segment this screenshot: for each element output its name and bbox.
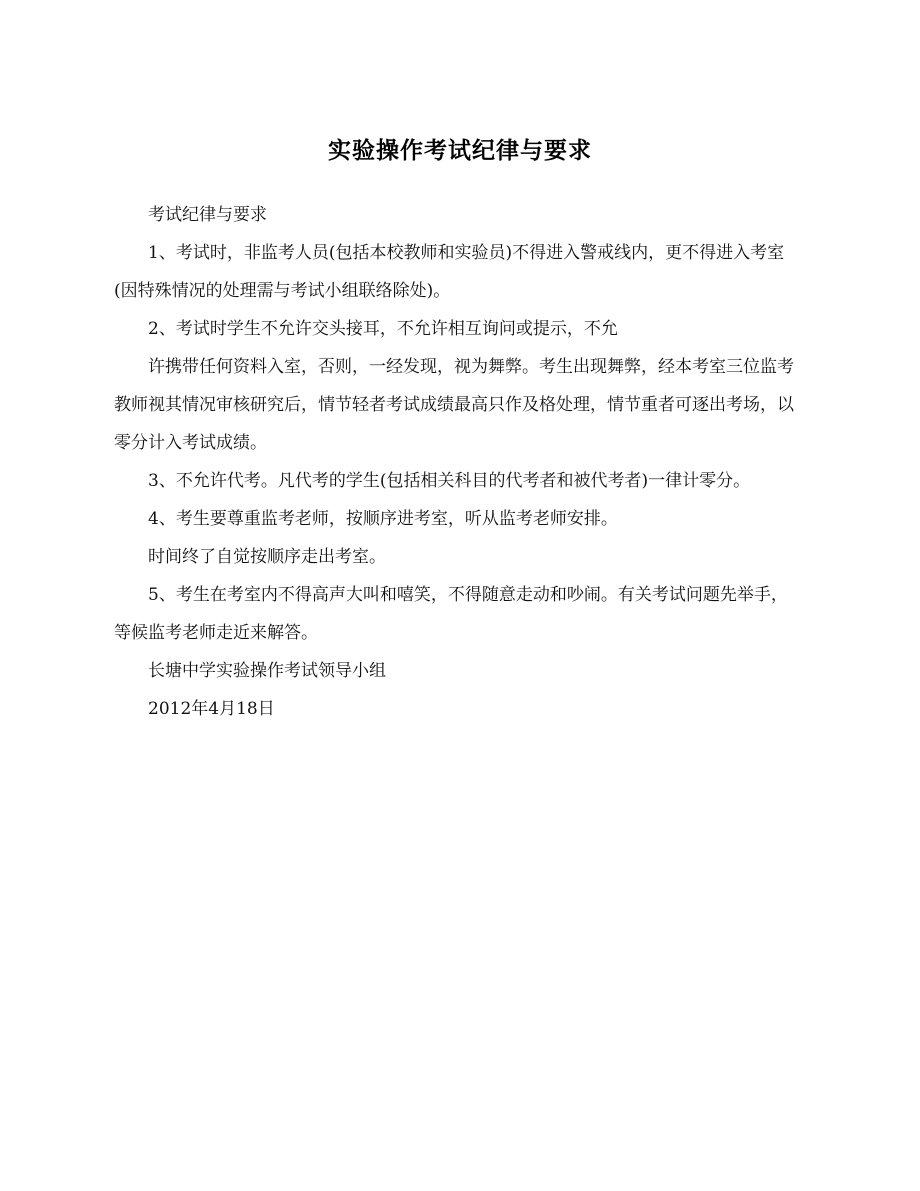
section-heading: 考试纪律与要求	[148, 205, 267, 225]
rule-paragraph-5: 5、考生在考室内不得高声大叫和嘻笑，不得随意走动和吵闹。有关考试问题先举手，等候监考老师走近来解答。	[114, 585, 788, 643]
signature-organization: 长塘中学实验操作考试领导小组	[148, 661, 386, 681]
rule-paragraph-2-continued: 许携带任何资料入室，否则，一经发现，视为舞弊。考生出现舞弊，经本考室三位监考教师视其情况审核研究后，情节轻者考试成绩最高只作及格处理，情节重者可逐出考场，以零分计入考试成绩。	[114, 357, 794, 453]
rule-paragraph-2: 2、考试时学生不允许交头接耳，不允许相互询问或提示，不允	[148, 319, 618, 339]
signature-date: 2012年4月18日	[148, 699, 275, 719]
rule-paragraph-4: 4、考生要尊重监考老师，按顺序进考室，听从监考老师安排。	[148, 509, 618, 529]
rule-paragraph-1: 1、考试时，非监考人员(包括本校教师和实验员)不得进入警戒线内，更不得进入考室(因特殊情况的处理需与考试小组联络除处)。	[114, 243, 785, 301]
document-title: 实验操作考试纪律与要求	[328, 137, 592, 164]
rule-paragraph-3: 3、不允许代考。凡代考的学生(包括相关科目的代考者和被代考者)一律计零分。	[148, 471, 751, 491]
rule-paragraph-4-continued: 时间终了自觉按顺序走出考室。	[148, 547, 386, 567]
document-body	[114, 196, 804, 728]
